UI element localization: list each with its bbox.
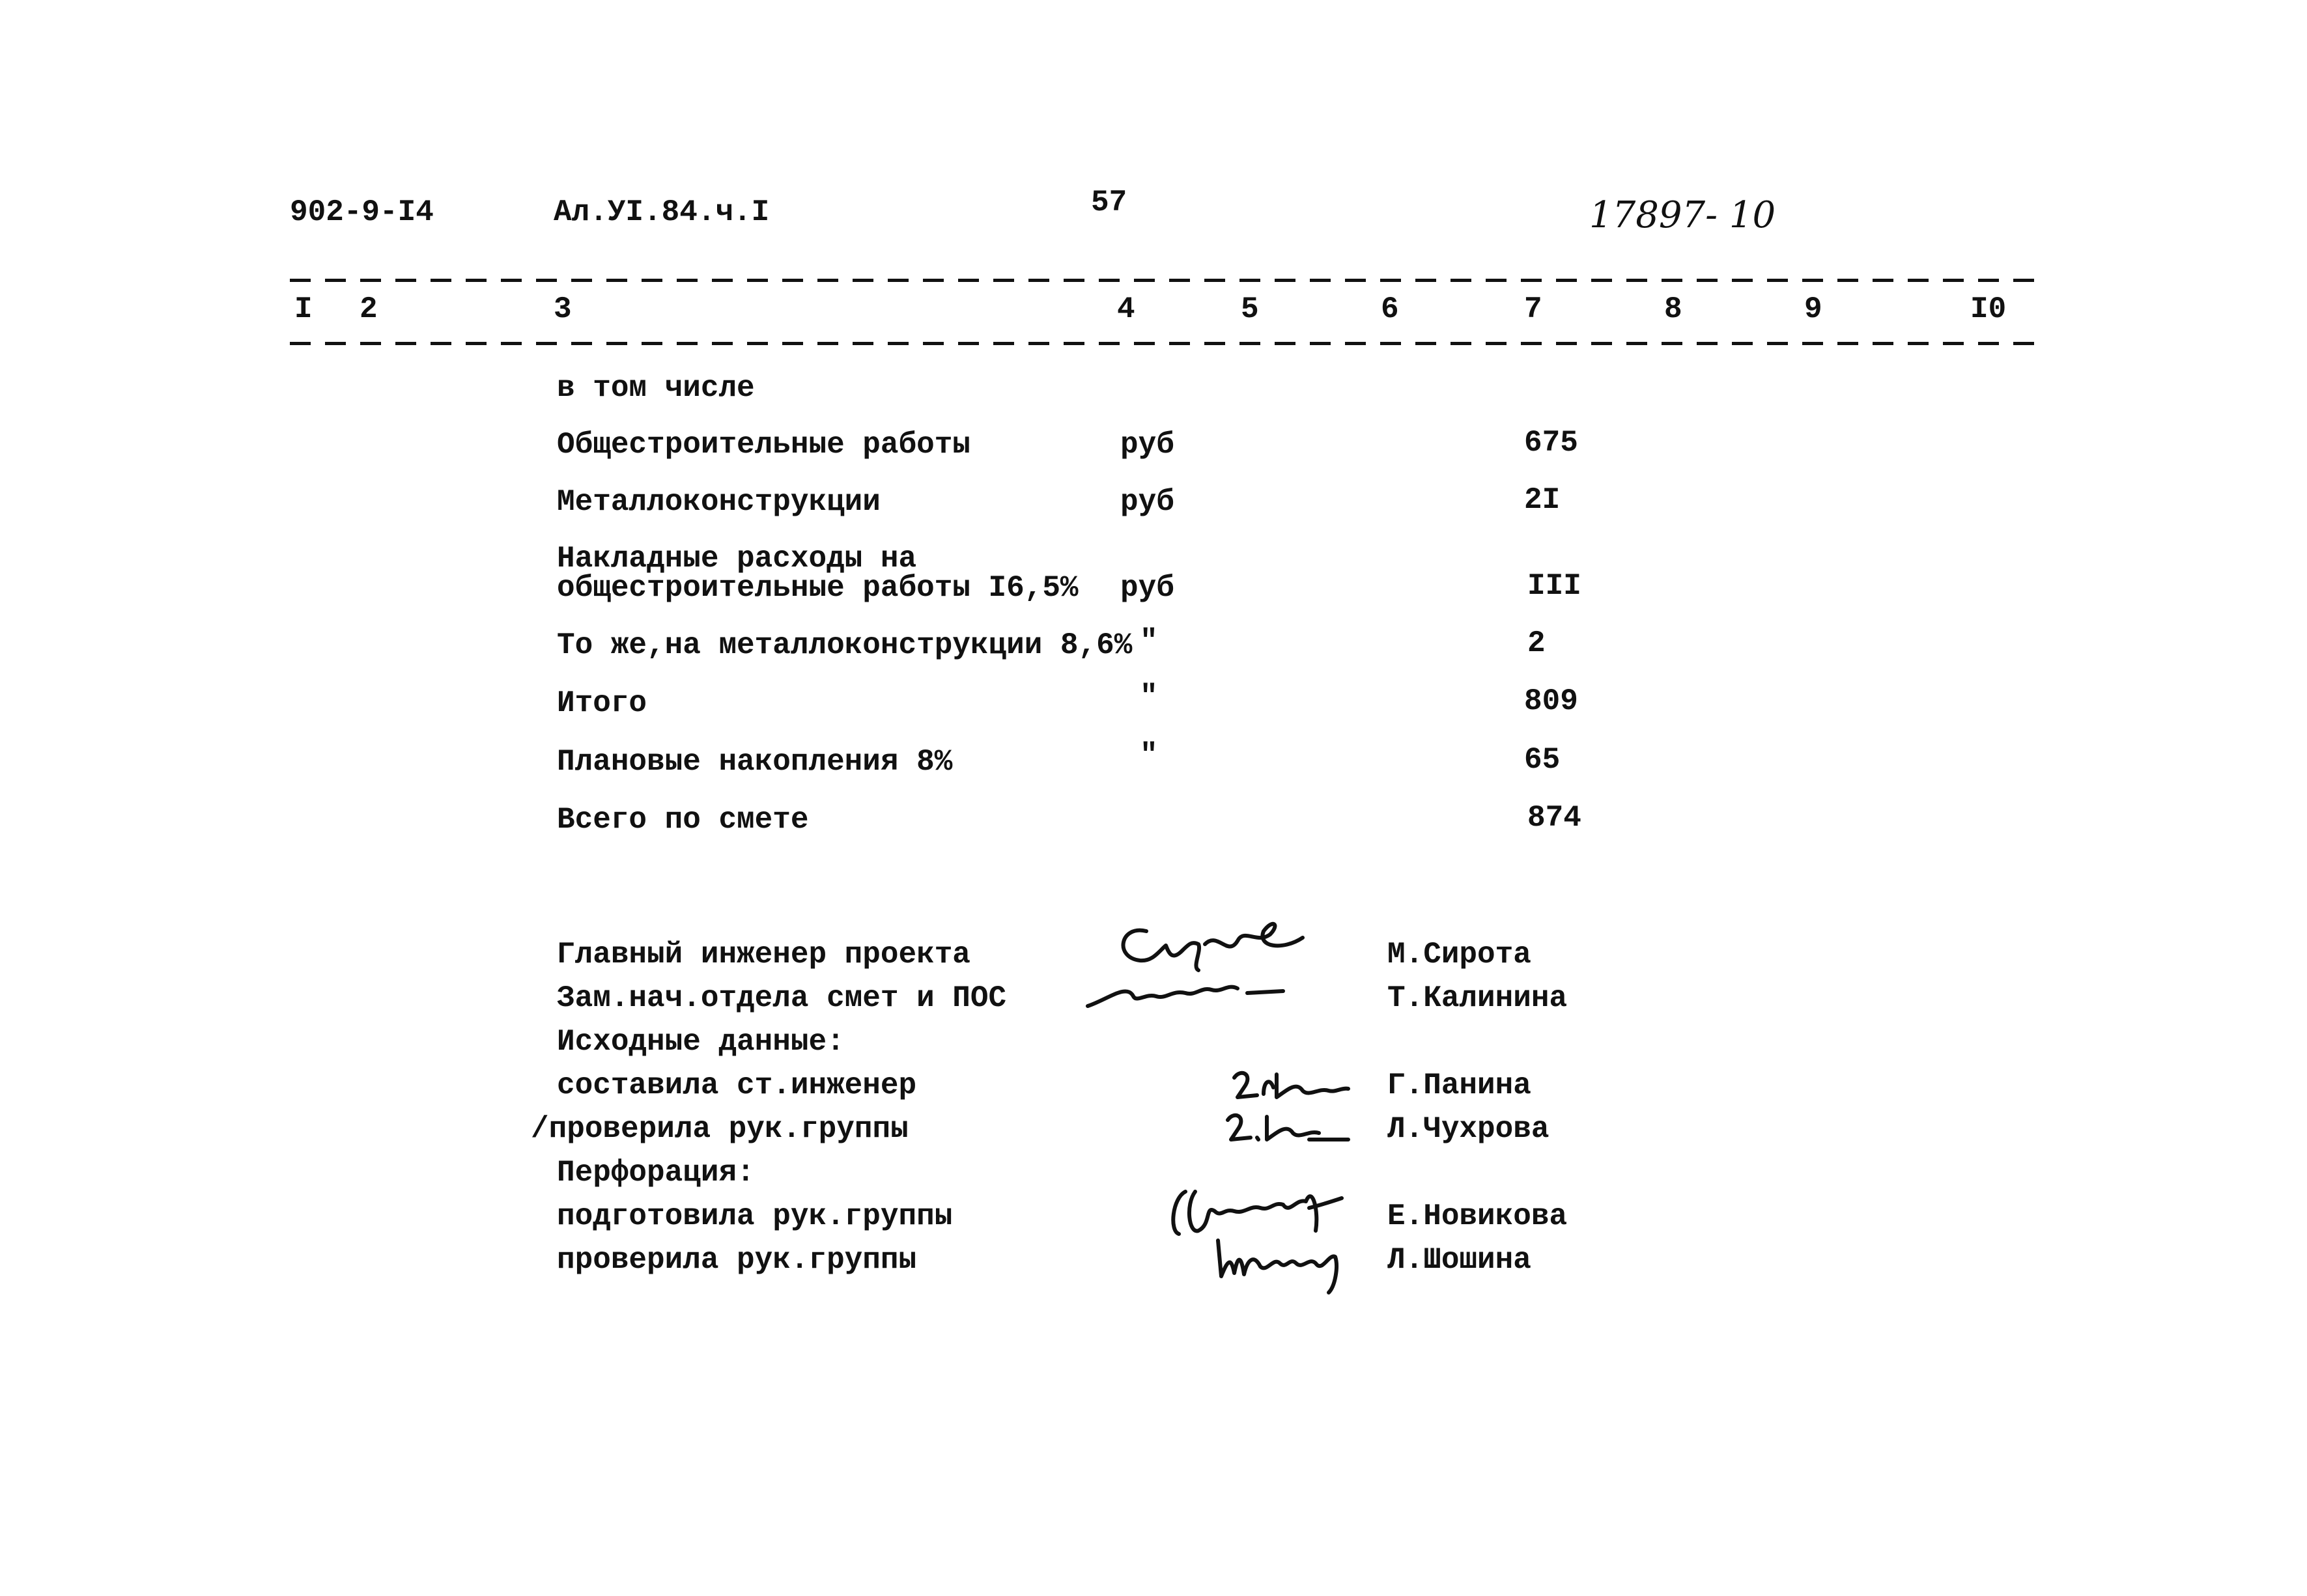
signer-name: Л.Шошина xyxy=(1387,1243,1531,1277)
row-name: Металлоконструкции xyxy=(557,485,881,519)
row-value: 2 xyxy=(1527,626,1546,660)
col-4: 4 xyxy=(1117,292,1135,326)
row-value: III xyxy=(1527,569,1581,603)
signature-checker xyxy=(1218,1104,1355,1149)
signature-compiler xyxy=(1224,1061,1355,1107)
row-name: Всего по смете xyxy=(557,803,809,837)
row-value: 2I xyxy=(1524,483,1561,517)
row-name: Накладные расходы на xyxy=(557,542,917,576)
row-name: То же,на металлоконструкции 8,6% xyxy=(557,628,1133,662)
signer-role: подготовила рук.группы xyxy=(557,1199,953,1233)
col-10: I0 xyxy=(1970,292,2007,326)
row-value: 675 xyxy=(1524,426,1578,460)
col-3: 3 xyxy=(554,292,572,326)
signer-name: Е.Новикова xyxy=(1387,1199,1568,1233)
signature-chief-engineer xyxy=(1107,905,1322,977)
col-5: 5 xyxy=(1241,292,1259,326)
signature-deputy-head xyxy=(1081,970,1290,1016)
row-value: 874 xyxy=(1527,801,1581,835)
col-7: 7 xyxy=(1524,292,1542,326)
row-name: Плановые накопления 8% xyxy=(557,745,953,779)
row-unit: руб xyxy=(1120,485,1174,519)
signer-name: Т.Калинина xyxy=(1387,981,1568,1015)
col-2: 2 xyxy=(360,292,378,326)
col-6: 6 xyxy=(1381,292,1399,326)
row-name: Итого xyxy=(557,686,647,720)
page-number: 57 xyxy=(1091,186,1127,219)
signer-name: Л.Чухрова xyxy=(1387,1112,1550,1146)
row-unit: руб xyxy=(1120,571,1174,605)
doc-code: 902-9-I4 xyxy=(290,195,434,229)
signature-perforation-checker xyxy=(1205,1227,1361,1299)
header-rule-top xyxy=(290,279,2035,282)
header-rule-bottom xyxy=(290,342,2035,345)
signer-role: Исходные данные: xyxy=(557,1025,845,1059)
signer-role: составила ст.инженер xyxy=(557,1069,917,1102)
signer-role: Перфорация: xyxy=(557,1156,755,1190)
row-name: Общестроительные работы xyxy=(557,428,970,462)
signer-name: М.Сирота xyxy=(1387,938,1531,972)
row-unit: " xyxy=(1140,624,1158,658)
row-value: 809 xyxy=(1524,684,1578,718)
signer-role: Главный инженер проекта xyxy=(557,938,970,972)
col-1: I xyxy=(294,292,313,326)
signer-role: /проверила рук.группы xyxy=(531,1112,909,1146)
col-8: 8 xyxy=(1664,292,1682,326)
row-value: 65 xyxy=(1524,743,1561,777)
row-unit: " xyxy=(1140,738,1158,772)
album-ref: Ал.УI.84.ч.I xyxy=(554,195,770,229)
row-unit: " xyxy=(1140,680,1158,714)
signer-role: проверила рук.группы xyxy=(557,1243,917,1277)
col-9: 9 xyxy=(1804,292,1822,326)
signer-role: Зам.нач.отдела смет и ПОС xyxy=(557,981,1007,1015)
row-unit: руб xyxy=(1120,428,1174,462)
signer-name: Г.Панина xyxy=(1387,1069,1531,1102)
doc-number: 17897- 10 xyxy=(1589,194,1776,236)
row-name-line2: общестроительные работы I6,5% xyxy=(557,571,1079,605)
row-name: в том числе xyxy=(557,371,755,405)
